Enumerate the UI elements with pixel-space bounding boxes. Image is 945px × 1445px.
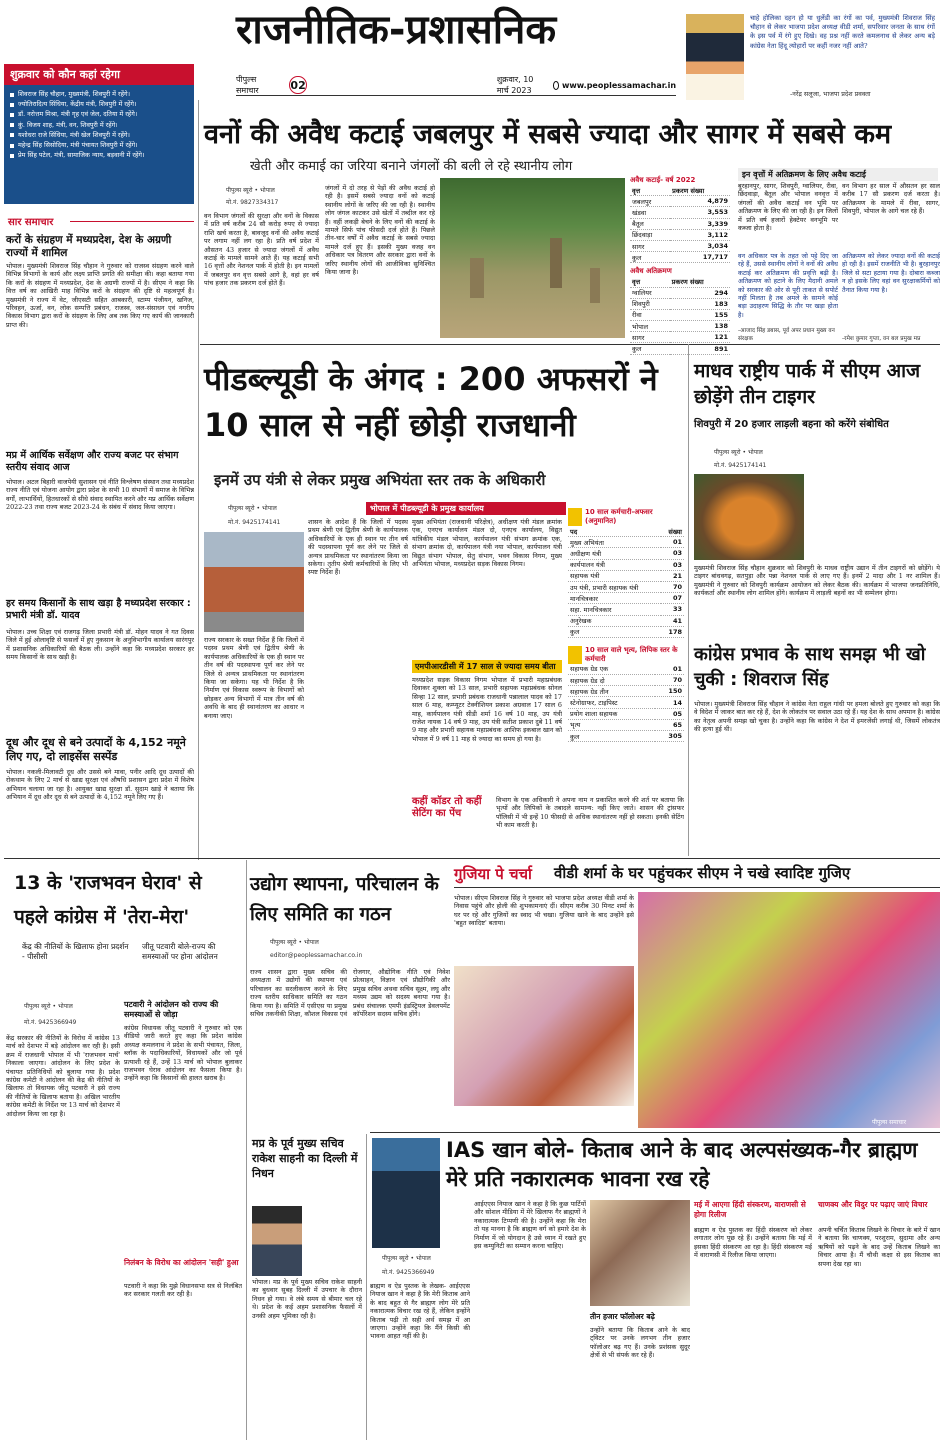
- madhav-sub: शिवपुरी में 20 हजार लाड़ली बहना को करेंगे संबोधित: [694, 419, 889, 430]
- rajbhavan-headline: 13 के 'राजभवन घेराव' से पहले कांग्रेस में 'तेरा-मेरा': [14, 872, 202, 928]
- mprdc-body: मध्यप्रदेश सड़क विकास निगम भोपाल में प्रभारी महाप्रबंधक दिवाकर शुक्ला को 13 साल, प्रभारी सहायक महाप्रबंधक सोनल सिन्हा 12 साल, प्रभारी प्रबंधक राजधानी पन्नालाल यादव को 17 साल 6 माह, कम्प्यूटर टेक्नीशियन प्रकाश अग्रवाल 17 साल 6 माह, कार्यपालन यंत्री सीडी शर्मा 16 वर्ष 10 माह, उप यंत्री राजेश नायक 14 वर्ष 9 माह, उप यंत्री सतीश प्रकाश दुबे 11 वर्ष 9 माह और प्रभारी सहायक महाप्रबंधक आशिफ इकबाल खान को भोपाल में 9 वर्ष 11 माह से ज्यादा का समय हो गया है।: [412, 676, 562, 743]
- table-row: [568, 537, 684, 548]
- forest-photo: [440, 178, 625, 338]
- table-row: [568, 675, 684, 686]
- pwd-caption: भोपाल में पीडब्ल्यूडी के प्रमुख कार्यालय: [366, 502, 566, 515]
- table-row: [568, 664, 684, 675]
- table-cell: कुल: [630, 343, 670, 354]
- brief3-body: भोपाल। उच्च शिक्षा एवं राजगढ़ जिला प्रभारी मंत्री डॉ. मोहन यादव ने गत दिवस जिले में हुई ओलावृष्टि से फसलों में हुए नुकसान के अनुविभागीय कार्यालय सारंगपुर में प्रशासनिक अधिकारियों की बैठक ली। उन्होंने कहा कि मध्यप्रदेश सरकार हर समय किसानों के साथ खड़ी है।: [6, 628, 194, 662]
- tiger-photo: [694, 474, 804, 560]
- pwd-headline: पीडब्ल्यूडी के अंगद : 200 अफसरों ने 10 साल से नहीं छोड़ी राजधानी: [204, 360, 658, 444]
- table-header: संख्या: [661, 526, 684, 537]
- table-row: [568, 593, 684, 604]
- page-title: राजनीतिक-प्रशासनिक: [236, 7, 557, 53]
- table1: [630, 185, 730, 263]
- forest-right1: बुरहानपुर, सागर, शिवपुरी, ग्वालियर, रीवा, छिंदवाड़ा, बैतूल और भोपाल वनवृत्त में जंगलों की अवैध कटाई वन भूमि पर अतिक्रमण के लिए की जा रही है। इन जिलों में प्रति वर्ष हजारों हेक्टेयर वनभूमि पर कब्जा होता है।: [738, 182, 838, 233]
- gujiya-bar: [454, 862, 940, 888]
- forest-right-title: इन वृत्तों में अतिक्रमण के लिए अवैध कटाई: [738, 168, 938, 181]
- table-cell: 183: [670, 298, 730, 309]
- table-row: [630, 321, 730, 332]
- list-item: प्रेम सिंह पटेल, मंत्री, सामाजिक न्याय, बड़वानी में रहेंगे।: [8, 150, 190, 160]
- ias-cap-body: उन्होंने बताया कि किताब आने के बाद ट्विटर पर उनके लगभग तीन हजार फॉलोअर बढ़ गए हैं। उनके प्रशंसक सुदूर क्षेत्रों से भी संपर्क कर रहे हैं।: [590, 1326, 690, 1360]
- table-cell: भृत्य: [568, 719, 655, 730]
- gujiya-credit: पीपुल्स समाचार: [872, 1119, 907, 1126]
- sahni-body: भोपाल। मप्र के पूर्व मुख्य सचिव राकेश साहनी का बुधवार सुबह दिल्ली में उपचार के दौरान निधन हो गया। वे लंबे समय से बीमार चल रहे थे। प्रदेश के कई अहम प्रशासनिक फैसलों में उनकी अहम भूमिका रही है।: [252, 1278, 362, 1320]
- masthead-bar: [236, 76, 676, 94]
- divider: [70, 221, 194, 222]
- rajbhavan-mob: मो.नं. 9425366949: [24, 1019, 77, 1026]
- table-cell: सहायक यंत्री: [568, 570, 661, 581]
- pwd-col2: शासन के आदेश हैं कि जिलों में पदस्थ प्रथम श्रेणी एवं द्वितीय श्रेणी के कार्यपालक अधिकारियों के एक ही स्थान पर तीन वर्ष की पदस्थापना पूर्ण कर लेने पर जिले से अन्यत्र प्राथमिकता पर स्थानांतरण किया जा सकेगा। तृतीय श्रेणी कर्मचारियों के लिए भी स्पष्ट निर्देश हैं।: [308, 518, 408, 577]
- masthead-rule: [236, 95, 676, 96]
- udyog-mob[interactable]: editor@peoplessamachar.co.in: [270, 952, 363, 959]
- book-cover: [372, 1138, 440, 1248]
- table-cell: 01: [655, 664, 684, 675]
- table-row: [630, 276, 730, 287]
- pwd-box-table: [568, 526, 684, 638]
- list-item: महेन्द्र सिंह सिसोदिया, मंत्री पंचायत शिवपुरी में रहेंगे।: [8, 140, 190, 150]
- rajbhavan-b2: जीतू पटवारी बोले-राज्य की समस्याओं पर होना आंदोलन: [142, 942, 218, 961]
- table-cell: ग्वालियर: [630, 287, 670, 298]
- table-header: प्रकरण संख्या: [670, 276, 730, 287]
- brief4-headline: दूध और दूध से बने उत्पादों के 4,152 नमूने लिए गए, दो लाइसेंस सस्पेंड: [6, 736, 186, 763]
- brief1-body: भोपाल। मुख्यमंत्री शिवराज सिंह चौहान ने गुरुवार को राजस्व संग्रहण करने वाले विभिन्न विभागों के कार्य और लक्ष्य प्राप्ति प्रगति की समीक्षा की। कहा बताया गया कि करों के संग्रहण में मध्यप्रदेश, देश के अग्रणी राज्यों में है। सीएम ने कहा कि वित्त वर्ष का आखिरी माह विभिन्न करों के संग्रहण की दृष्टि से महत्वपूर्ण है। मुख्यमंत्री ने राज्य में वेट, जीएसटी सहित आबकारी, स्टाम्प पंजीयन, खनिज, परिवहन, ऊर्जा, वन, लोक सम्पत्ति प्रबंधन, राजस्व, जल-संसाधन एवं नगरीय विकास विभाग द्वारा करों के संग्रहण के लिए अब तक किए गए कार्य की जानकारी प्राप्त की।: [6, 262, 194, 329]
- gujiya-tag: गुजिया पे चर्चा: [454, 865, 532, 883]
- table-cell: सहायक ग्रेड तीन: [568, 686, 655, 697]
- schedule-box-title: शुक्रवार को कौन कहां रहेगा: [4, 64, 194, 85]
- table-cell: मुख्य अभियंता: [568, 537, 661, 548]
- table-cell: रीवा: [630, 309, 670, 320]
- table-cell: 17,717: [670, 252, 730, 263]
- rajbhavan-col1: केंद्र सरकार की नीतियों के विरोध में कांग्रेस 13 मार्च को देशभर में बड़े आंदोलन कर रही है। इसी क्रम में राजधानी भोपाल में भी 'राजभवन मार्च' निकाला जाएगा। आंदोलन के लिए प्रदेश के पंचायत प्रतिनिधियों को बुलाया गया है। प्रदेश कांग्रेस कमेटी ने आंदोलन की केंद्र की नीतियों के खिलाफ तो विधायक जीतू पटवारी ने इसे राज्य की नीतियों के खिलाफ बताया है। अखिल भारतीय कांग्रेस कमेटी के निर्देश पर 13 मार्च को देशभर में आंदोलन किया जा रहा है।: [6, 1034, 120, 1118]
- pwd-byline: पीपुल्स ब्यूरो • भोपाल: [228, 505, 277, 512]
- table-cell: 3,112: [670, 229, 730, 240]
- gujiya-body: भोपाल। सीएम शिवराज सिंह ने गुरुवार को भाजपा प्रदेश अध्यक्ष वीडी शर्मा के निवास पहुंचे और होली की शुभकामनाएं दीं। सीएम करीब 30 मिनट शर्मा के घर पर रहे और गुजियों का स्वाद भी चखा। गुजिया खाने के बाद उन्होंने इसे 'बहुत स्वादिष्ट' बताया।: [454, 894, 634, 928]
- saluja-quote: चाहे होलिका दहन हो या धुलेंडी का रंगों का पर्व, मुख्यमंत्री शिवराज सिंह चौहान से लेकर भाजपा प्रदेश अध्यक्ष वीडी शर्मा, सपरिवार जनता के साथ रंगों के इस पर्व में रंगे हुए दिखे। वह प्रश्न नहीं करते कमलनाथ से लेकर अन्य बड़े कांग्रेस नेता हिंदू त्योहारों पर कहीं नजर नहीं आते?: [750, 14, 935, 50]
- tree-stump: [470, 258, 484, 298]
- table-cell: सहा. मानचित्रकार: [568, 604, 661, 615]
- brief1-headline: करों के संग्रहण में मध्यप्रदेश, देश के अग्रणी राज्यों में शामिल: [6, 234, 172, 259]
- pwd-box-title: 10 साल कर्मचारी-अफसर (अनुमानित): [568, 508, 684, 526]
- forest-col1: वन विभाग जंगलों की सुरक्षा और वनों के विकास में प्रति वर्ष करीब 24 सौ करोड़ रुपए से ज्यादा राशि खर्च करता है, बावजूद वनों की अवैध कटाई पर लगाम नहीं लग रहा है। प्रति वर्ष प्रदेश में औसतन 43 हजार से ज्यादा जंगलों में अवैध कटाई के मामले सामने आते हैं। यह कटाई सभी 16 वृत्तों और नेशनल पार्क में होती है। इन मामलों में जबलपुर वन वृत्त सबसे आगे है, वहां हर वर्ष पांच हजार तक प्रकरण दर्ज होते हैं।: [204, 212, 319, 288]
- schedule-box: [4, 64, 194, 204]
- brief2-headline: मप्र में आर्थिक सर्वेक्षण और राज्य बजट पर संभाग स्तरीय संवाद आज: [6, 450, 179, 473]
- mprdc-title: एमपीआरडीसी में 17 साल से ज्यादा समय बीता: [412, 660, 562, 673]
- brief3-headline: हर समय किसानों के साथ खड़ा है मध्यप्रदेश सरकार : प्रभारी मंत्री डॉ. यादव: [6, 598, 191, 621]
- divider: [4, 858, 940, 859]
- table-cell: 121: [670, 332, 730, 343]
- page-number: 02: [289, 76, 306, 94]
- ias-byline: पीपुल्स ब्यूरो • भोपाल: [382, 1255, 431, 1262]
- pwd-box2-title: 10 साल वाले भृत्य, लिपिक स्तर के कर्मचारी: [568, 646, 684, 664]
- table-cell: भोपाल: [630, 321, 670, 332]
- table-cell: 70: [661, 581, 684, 592]
- table-cell: जबलपुर: [630, 196, 670, 207]
- table-cell: 178: [661, 626, 684, 637]
- pwd-building-photo: [204, 532, 304, 632]
- list-item: शिवराज सिंह चौहान, मुख्यमंत्री, शिवपुरी में रहेंगे।: [8, 89, 190, 99]
- congress-body: भोपाल। मुख्यमंत्री शिवराज सिंह चौहान ने कांग्रेस नेता राहुल गांधी पर हमला बोलते हुए गुरुवार को कहा कि वे विदेश में जाकर बात कर रहे हैं, देश के लोकतंत्र पर सवाल उठा रहे हैं। यह देश के साथ अपमान है। कांग्रेस का नेतृत्व अपनी समझ खो चुका है। उन्होंने कहा कि कांग्रेस ने देश में इमरजेंसी लगाई थी, जिसमें लोकतंत्र की हत्या हुई थी।: [694, 700, 940, 734]
- table-cell: 3,553: [670, 207, 730, 218]
- table-cell: शिवपुरी: [630, 298, 670, 309]
- table-cell: सहायक ग्रेड एक: [568, 664, 655, 675]
- table-row: [630, 287, 730, 298]
- paper-name: पीपुल्स समाचार: [236, 75, 259, 95]
- gujiya-photo-2: [638, 892, 940, 1128]
- table-cell: कुल: [568, 731, 655, 742]
- table-cell: 03: [661, 548, 684, 559]
- table-cell: सागर: [630, 240, 670, 251]
- table-cell: 05: [655, 708, 684, 719]
- tree-stump: [590, 268, 600, 303]
- table-cell: छिंदवाड़ा: [630, 229, 670, 240]
- pwd-col3: मुख्य अभियंता (राजधानी परिक्षेत्र), अधीक्षण यंत्री मंडल क्रमांक एक, एनएच कार्यालय मंडल दो, एनएच कार्यालय, विद्युत यांत्रिकीय मंडल भोपाल, कार्यपालन यंत्री संभाग क्रमांक एक, संभाग क्रमांक दो, कार्यपालन यंत्री नया भोपाल, कार्यपालन यंत्री विद्युत संभाग भोपाल, सेतु संभाग, भवन विकास निगम, मुख्य अभियंता भोपाल, मध्यप्रदेश सड़क विकास निगम।: [412, 518, 562, 569]
- table-row: [630, 218, 730, 229]
- table-row: [630, 196, 730, 207]
- ias-headline: IAS खान बोले- किताब आने के बाद अल्पसंख्यक-गैर ब्राह्मण मेरे प्रति नकारात्मक भावना रख रहे: [446, 1138, 918, 1191]
- table-cell: 3,339: [670, 218, 730, 229]
- ias-mob: मो.नं. 9425366949: [382, 1269, 435, 1276]
- table-cell: 891: [670, 343, 730, 354]
- table-cell: सहायक ग्रेड दो: [568, 675, 655, 686]
- list-item: डॉ. नरोत्तम मिश्रा, मंत्री गृह एवं जेल, दतिया में रहेंगे।: [8, 109, 190, 119]
- ias-col1: ब्राह्मण व ऐड पुस्तक के लेखक- आईएएस नियाज खान ने कहा है कि मेरी किताब आने के बाद बहुत से गैर ब्राह्मण लोग मेरे प्रति नकारात्मक विचार रख रहे हैं, लेकिन इन्होंने किताब पढ़ी तो सही अर्थ समझ में आ जाएगा। उन्होंने कहा कि मैंने किसी की भावना आहत नहीं की है।: [370, 1282, 470, 1341]
- rajbhavan-col2: कांग्रेस विधायक जीतू पटवारी ने गुरुवार को एक वीडियो जारी करते हुए कहा कि प्रदेश कांग्रेस अध्यक्ष कमलनाथ ने प्रदेश के सभी पंचायत, जिला, ब्लॉक के पदाधिकारियों, विधायकों और जो पूर्व प्रत्याशी रहे हैं, उन्हें 13 मार्च को भोपाल बुलाकर राजभवन घेराव आंदोलन का फैसला किया है। उन्होंने कहा कि किसानों की हालत खराब है।: [124, 1024, 242, 1083]
- table-row: [630, 229, 730, 240]
- list-item: कुं. विजय शाह, मंत्री, वन, शिवपुरी में रहेंगे।: [8, 120, 190, 130]
- table-cell: 150: [655, 686, 684, 697]
- table-cell: कार्यपालन यंत्री: [568, 559, 661, 570]
- table-header: प्रकरण संख्या: [670, 185, 730, 196]
- pwd-box2-table: [568, 664, 684, 742]
- ias-caption: तीन हजार फॉलोअर बढ़े: [590, 1312, 655, 1321]
- table-row: [568, 548, 684, 559]
- saar-label: सार समाचार: [8, 217, 54, 228]
- forest-col2: जंगलों में दो तरह से पेड़ों की अवैध कटाई हो रही है। इसमें सबसे ज्यादा वनों को कटाई स्थानीय लोगों के जरिए की जा रही है। स्थानीय लोग जंगल काटकर उसे खेतों में तब्दील कर रहे हैं। वहीं लकड़ी बेचने के लिए वनों की कटाई के मामले सिर्फ पांच फीसदी दर्ज होते हैं। पिछले तीन-चार वर्षों में अवैध कटाई के सबसे ज्यादा मामले दर्ज हुए हैं। इसकी मुख्य वजह वन अधिकार पत्र वितरण और सरकार द्वारा वनों के जरिए स्थानीय लोगों की आजीविका सुनिश्चित किया जाना है।: [325, 184, 435, 277]
- table-row: [630, 298, 730, 309]
- list-item: यशोधरा राजे सिंधिया, मंत्री खेल शिवपुरी में रहेंगे।: [8, 130, 190, 140]
- table-header: पद: [568, 526, 661, 537]
- table-row: [568, 686, 684, 697]
- table-cell: 305: [655, 731, 684, 742]
- table-cell: 70: [655, 675, 684, 686]
- table-cell: कुल: [568, 626, 661, 637]
- table-row: [568, 697, 684, 708]
- congress-headline: कांग्रेस प्रभाव के साथ समझ भी खो चुकी : शिवराज सिंह: [694, 644, 926, 690]
- gujiya-headline: वीडी शर्मा के घर पहुंचकर सीएम ने चखे स्वादिष्ट गुजिए: [554, 864, 851, 882]
- brief2-body: भोपाल। अटल बिहारी वाजपेयी सुशासन एवं नीति विश्लेषण संस्थान तथा मध्यप्रदेश राज्य नीति एवं योजना आयोग द्वारा प्रदेश के सभी 10 संभागों में समाज के विभिन्न वर्गों, लाभार्थियों, हितधारकों से सीधे संवाद स्थापित करने और मप्र आर्थिक सर्वेक्षण 2022-23 तथा राज्य बजट 2023-24 के संबंध में संवाद किया जाएगा।: [6, 478, 194, 512]
- rajbhavan-col2b-title: निलंबन के विरोध का आंदोलन 'सही' हुआ: [124, 1258, 239, 1267]
- rajbhavan-col2b: पटवारी ने कहा कि मुझे विधानसभा सत्र से निलंबित कर सरकार गलती कर रही है।: [124, 1282, 242, 1299]
- date: शुक्रवार, 10 मार्च 2023: [496, 75, 534, 95]
- table-cell: 07: [661, 593, 684, 604]
- schedule-list: [4, 85, 194, 164]
- strip-label: कहीं कॉडर तो कहीं सेटिंग का पेंच: [412, 796, 482, 819]
- divider: [246, 860, 247, 1440]
- table-row: [568, 719, 684, 730]
- pwd-mob: मो.नं. 9425174141: [228, 519, 281, 526]
- table-header: वृत्त: [630, 276, 670, 287]
- divider: [370, 1132, 940, 1133]
- left-col-rule: [198, 100, 199, 860]
- pwd-sub: इनमें उप यंत्री से लेकर प्रमुख अभियंता स्तर तक के अधिकारी: [214, 471, 546, 489]
- table-header: वृत्त: [630, 185, 670, 196]
- table-cell: खंडवा: [630, 207, 670, 218]
- table-cell: 138: [670, 321, 730, 332]
- rajbhavan-b1: केंद्र की नीतियों के खिलाफ होना प्रदर्शन - पीसीसी: [22, 942, 129, 961]
- site-link[interactable]: www.peoplessamachar.in: [562, 80, 677, 90]
- udyog-byline: पीपुल्स ब्यूरो • भोपाल: [270, 939, 319, 946]
- pwd-box: [568, 508, 684, 742]
- divider: [366, 1134, 367, 1440]
- table-cell: मानचित्रकार: [568, 593, 661, 604]
- chanakya-body: अपनी चर्चित किताब लिखने के विचार के बारे में खान ने बताया कि चाणक्य, परशुराम, सुदामा और अन्य ऋषियों को पढ़ने के बाद उन्हें किताब लिखने का विचार आया है। मैं चौथी कक्षा से इस किताब का सपना देख रहा था।: [818, 1226, 940, 1268]
- table-row: [630, 185, 730, 196]
- table-row: [568, 626, 684, 637]
- strip-body: विभाग के एक अधिकारी ने अपना नाम न प्रकाशित करने की शर्त पर बताया कि भृत्यों और लिपिकों के तबादले सामान्य: नहीं किए जाते। शासन की ट्रांसफर पॉलिसी में भी इन्हें 10 फीसदी से अधिक स्थानांतरण नहीं हो सकता। इनकी सेटिंग भी काम करती है।: [496, 796, 684, 830]
- madhav-byline: पीपुल्स ब्यूरो • भोपाल: [714, 449, 763, 456]
- ias-photo: [590, 1200, 690, 1306]
- madhav-mob: मो.नं. 9425174141: [714, 462, 767, 469]
- table-cell: 01: [661, 537, 684, 548]
- table-cell: स्टेनोग्राफर, टाइपिस्ट: [568, 697, 655, 708]
- table-cell: 03: [661, 559, 684, 570]
- table-row: [630, 240, 730, 251]
- table1-title: अवैध कटाई- वर्ष 2022: [630, 176, 696, 184]
- table-cell: 33: [661, 604, 684, 615]
- forest-right2: वन विभाग हर साल में औसतन हर साल करीब 17 सौ प्रकरण दर्ज करता है। अतिक्रमण के मामले में रीवा, सागर, शिवपुरी, भोपाल के आगे चल रहे हैं।: [842, 182, 940, 216]
- list-item: ज्योतिरादित्य सिंधिया, केंद्रीय मंत्री, शिवपुरी में रहेंगे।: [8, 99, 190, 109]
- hindi-body: ब्राह्मण व ऐड पुस्तक का हिंदी संस्करण को लेकर लगातार लोग पूछ रहे हैं। उन्होंने बताया कि मई में इसका हिंदी संस्करण आ रहा है। हिंदी संस्करण मई में वाराणसी में रिलीज किया जाएगा।: [694, 1226, 812, 1260]
- table-cell: प्रयोग शाला सहायक: [568, 708, 655, 719]
- table-row: [630, 207, 730, 218]
- table-cell: बैतूल: [630, 218, 670, 229]
- divider: [688, 344, 689, 856]
- forest-quote1: वन अधिकार पत्र के तहत जो पट्टे दिए जा रहे हैं, उससे स्थानीय लोगों ने वनों की अवैध कटाई कर अतिक्रमण की प्रवृत्ति बढ़ी है। अतिक्रमण को हटाने के लिए मैदानी अमले को सरकार की ओर से पूरी ताकत से सपोर्ट नहीं मिलता है तब अमले के सामने कोई बड़ा उदाहरण सिद्धि के तौर पर खड़ा होता है।: [738, 252, 838, 319]
- sahni-photo: [252, 1206, 302, 1276]
- saluja-photo: [686, 14, 744, 100]
- table-row: [568, 731, 684, 742]
- sahni-headline: मप्र के पूर्व मुख्य सचिव राकेश साहनी का दिल्ली में निधन: [252, 1137, 358, 1180]
- forest-headline: वनों की अवैध कटाई जबलपुर में सबसे ज्यादा और सागर में सबसे कम: [204, 119, 892, 150]
- table-row: [630, 332, 730, 343]
- rajbhavan-col2-title: पटवारी ने आंदोलन को राज्य की समस्याओं से जोड़ा: [124, 1000, 219, 1019]
- table-row: [568, 570, 684, 581]
- table-row: [568, 581, 684, 592]
- udyog-headline: उद्योग स्थापना, परिचालन के लिए समिति का गठन: [250, 874, 439, 925]
- gujiya-photo-1: [454, 966, 634, 1106]
- table2-title: अवैध अतिक्रमण: [630, 267, 672, 276]
- table-cell: अनुरेखक: [568, 615, 661, 626]
- pwd-col1: राज्य सरकार के सख्त निर्देश हैं कि जिलों में पदस्थ प्रथम श्रेणी एवं द्वितीय श्रेणी के कार्यपालक अधिकारियों के एक ही स्थान पर तीन वर्ष की पदस्थापना पूर्ण कर लेने पर जिले से अन्यत्र प्राथमिकता पर स्थानांतरण किया जा सकेगा। यह भी निर्देश है कि निर्माण एवं विकास स्वरूप के विभागों को छोड़कर अन्य विभागों में मात्र तीन वर्ष की अवधि के बाद ही स्थानांतरण का आधार न बनाया जाए।: [204, 636, 304, 720]
- table-cell: 294: [670, 287, 730, 298]
- forest-sub: खेती और कमाई का जरिया बनाने जंगलों की बली ले रहे स्थानीय लोग: [250, 159, 573, 174]
- forest-table1: [630, 176, 730, 355]
- table-cell: सागर: [630, 332, 670, 343]
- forest-quote2: अतिक्रमण को लेकर ज्यादा वनों की कटाई हो रही है। इसमें राजनीति भी है। बुरहानपुर जिले से सटा हटाया गया है। दोबारा कब्जा न हो इसके लिए वहां वन सुरक्षाकर्मियों को तैनात किया गया है।: [842, 252, 940, 294]
- forest-quote1-by: -आजाद सिंह डबास, पूर्व अपर प्रधान मुख्य वन संरक्षक: [738, 328, 835, 342]
- table-row: [568, 604, 684, 615]
- table-cell: कुल: [630, 252, 670, 263]
- tree-stump: [550, 238, 562, 288]
- table-row: [568, 526, 684, 537]
- table-cell: 4,879: [670, 196, 730, 207]
- table-row: [568, 615, 684, 626]
- divider: [200, 344, 940, 345]
- globe-icon: [553, 81, 559, 90]
- forest-quote2-by: -रमेश कुमार गुप्ता, वन बल प्रमुख मप्र: [842, 336, 921, 342]
- table-row: [568, 708, 684, 719]
- hindi-headline: मई में आएगा हिंदी संस्करण, वाराणसी से होगा रिलीज: [694, 1200, 806, 1219]
- table-cell: 21: [661, 570, 684, 581]
- brief4-body: भोपाल। नकली-मिलावटी दूध और उससे बने मावा, पनीर आदि दूध उत्पादों की रोकथाम के लिए 2 मार्च से खाद्य सुरक्षा एवं औषधि प्रशासन द्वारा प्रदेश में विशेष अभियान चलाया जा रहा है। आयुक्त खाद्य सुरक्षा डॉ. सुदाम खाड़े ने बताया कि अभियान में दूध और दूध से बने उत्पादों के 4,152 नमूने लिए गए हैं।: [6, 768, 194, 802]
- table-cell: 65: [655, 719, 684, 730]
- madhav-body: मुख्यमंत्री शिवराज सिंह चौहान शुक्रवार को शिवपुरी के माधव राष्ट्रीय उद्यान में तीन टाइगरों को छोड़ेंगे। ये टाइगर बांधवगढ़, सतपुड़ा और पन्ना नेशनल पार्क से लाए गए हैं। इनमें 2 मादा और 1 नर शामिल हैं। मुख्यमंत्री ने गुरुवार को शिवपुरी कार्यक्रम आयोजन को लेकर बैठक की। कार्यक्रम में भाजपा जनप्रतिनिधि, कार्यकर्ता और स्थानीय लोग शामिल होंगे। कार्यक्रम में लाड़ली बहनों का भी सम्मेलन होगा।: [694, 564, 940, 598]
- table-row: [630, 252, 730, 263]
- table-cell: अधीक्षण यंत्री: [568, 548, 661, 559]
- table-cell: 3,034: [670, 240, 730, 251]
- table-cell: 14: [655, 697, 684, 708]
- table-cell: 155: [670, 309, 730, 320]
- chanakya-headline: चाणक्य और विदुर पर पढ़ाए जाएं विचार: [818, 1200, 928, 1209]
- madhav-headline: माधव राष्ट्रीय पार्क में सीएम आज छोड़ेंगे तीन टाइगर: [694, 360, 921, 408]
- table-cell: 41: [661, 615, 684, 626]
- forest-byline: पीपुल्स ब्यूरो • भोपाल: [226, 187, 275, 194]
- table-row: [630, 309, 730, 320]
- forest-mob: मो.नं. 9827334317: [226, 199, 279, 206]
- table-row: [568, 559, 684, 570]
- ias-col2: आईएएस नियाज खान ने कहा है कि कुछ पार्टियों और सोशल मीडिया में मेरे खिलाफ गैर ब्राह्मणों ने नकारात्मक टिप्पणी की है। उन्होंने कहा कि मेरा तो यह मानना है कि ब्राह्मण वर्ग को हमारे देश के निर्माण में जो योगदान है उसे ध्यान में रखते हुए इस कम्युनिटी का सम्मान करना चाहिए।: [474, 1200, 586, 1251]
- rajbhavan-byline: पीपुल्स ब्यूरो • भोपाल: [24, 1003, 73, 1010]
- table-cell: उप यंत्री, प्रभारी सहायक यंत्री: [568, 581, 661, 592]
- saluja-name: -नरेंद्र सलूजा, भाजपा प्रदेश प्रवक्ता: [790, 90, 871, 98]
- table2: [630, 276, 730, 354]
- udyog-body: राज्य शासन द्वारा मुख्य सचिव की अध्यक्षता में उद्योगों की स्थापना एवं परिचालन का सरलीकरण करने के लिए राज्य स्तरीय साधिकार समिति का गठन किया गया है। समिति में एसीएस या प्रमुख सचिव तकनीकी शिक्षा, कौशल विकास एवं रोजगार, औद्योगिक नीति एवं निवेश प्रोत्साहन, विज्ञान एवं प्रौद्योगिकी और प्रमुख सचिव अथवा सचिव सूक्ष्म, लघु और मध्यम उद्यम को सदस्य बनाया गया है। प्रबंध संचालक एमपी इंडस्ट्रियल डेवलपमेंट कॉर्पोरेशन सदस्य सचिव होंगे।: [250, 968, 450, 1019]
